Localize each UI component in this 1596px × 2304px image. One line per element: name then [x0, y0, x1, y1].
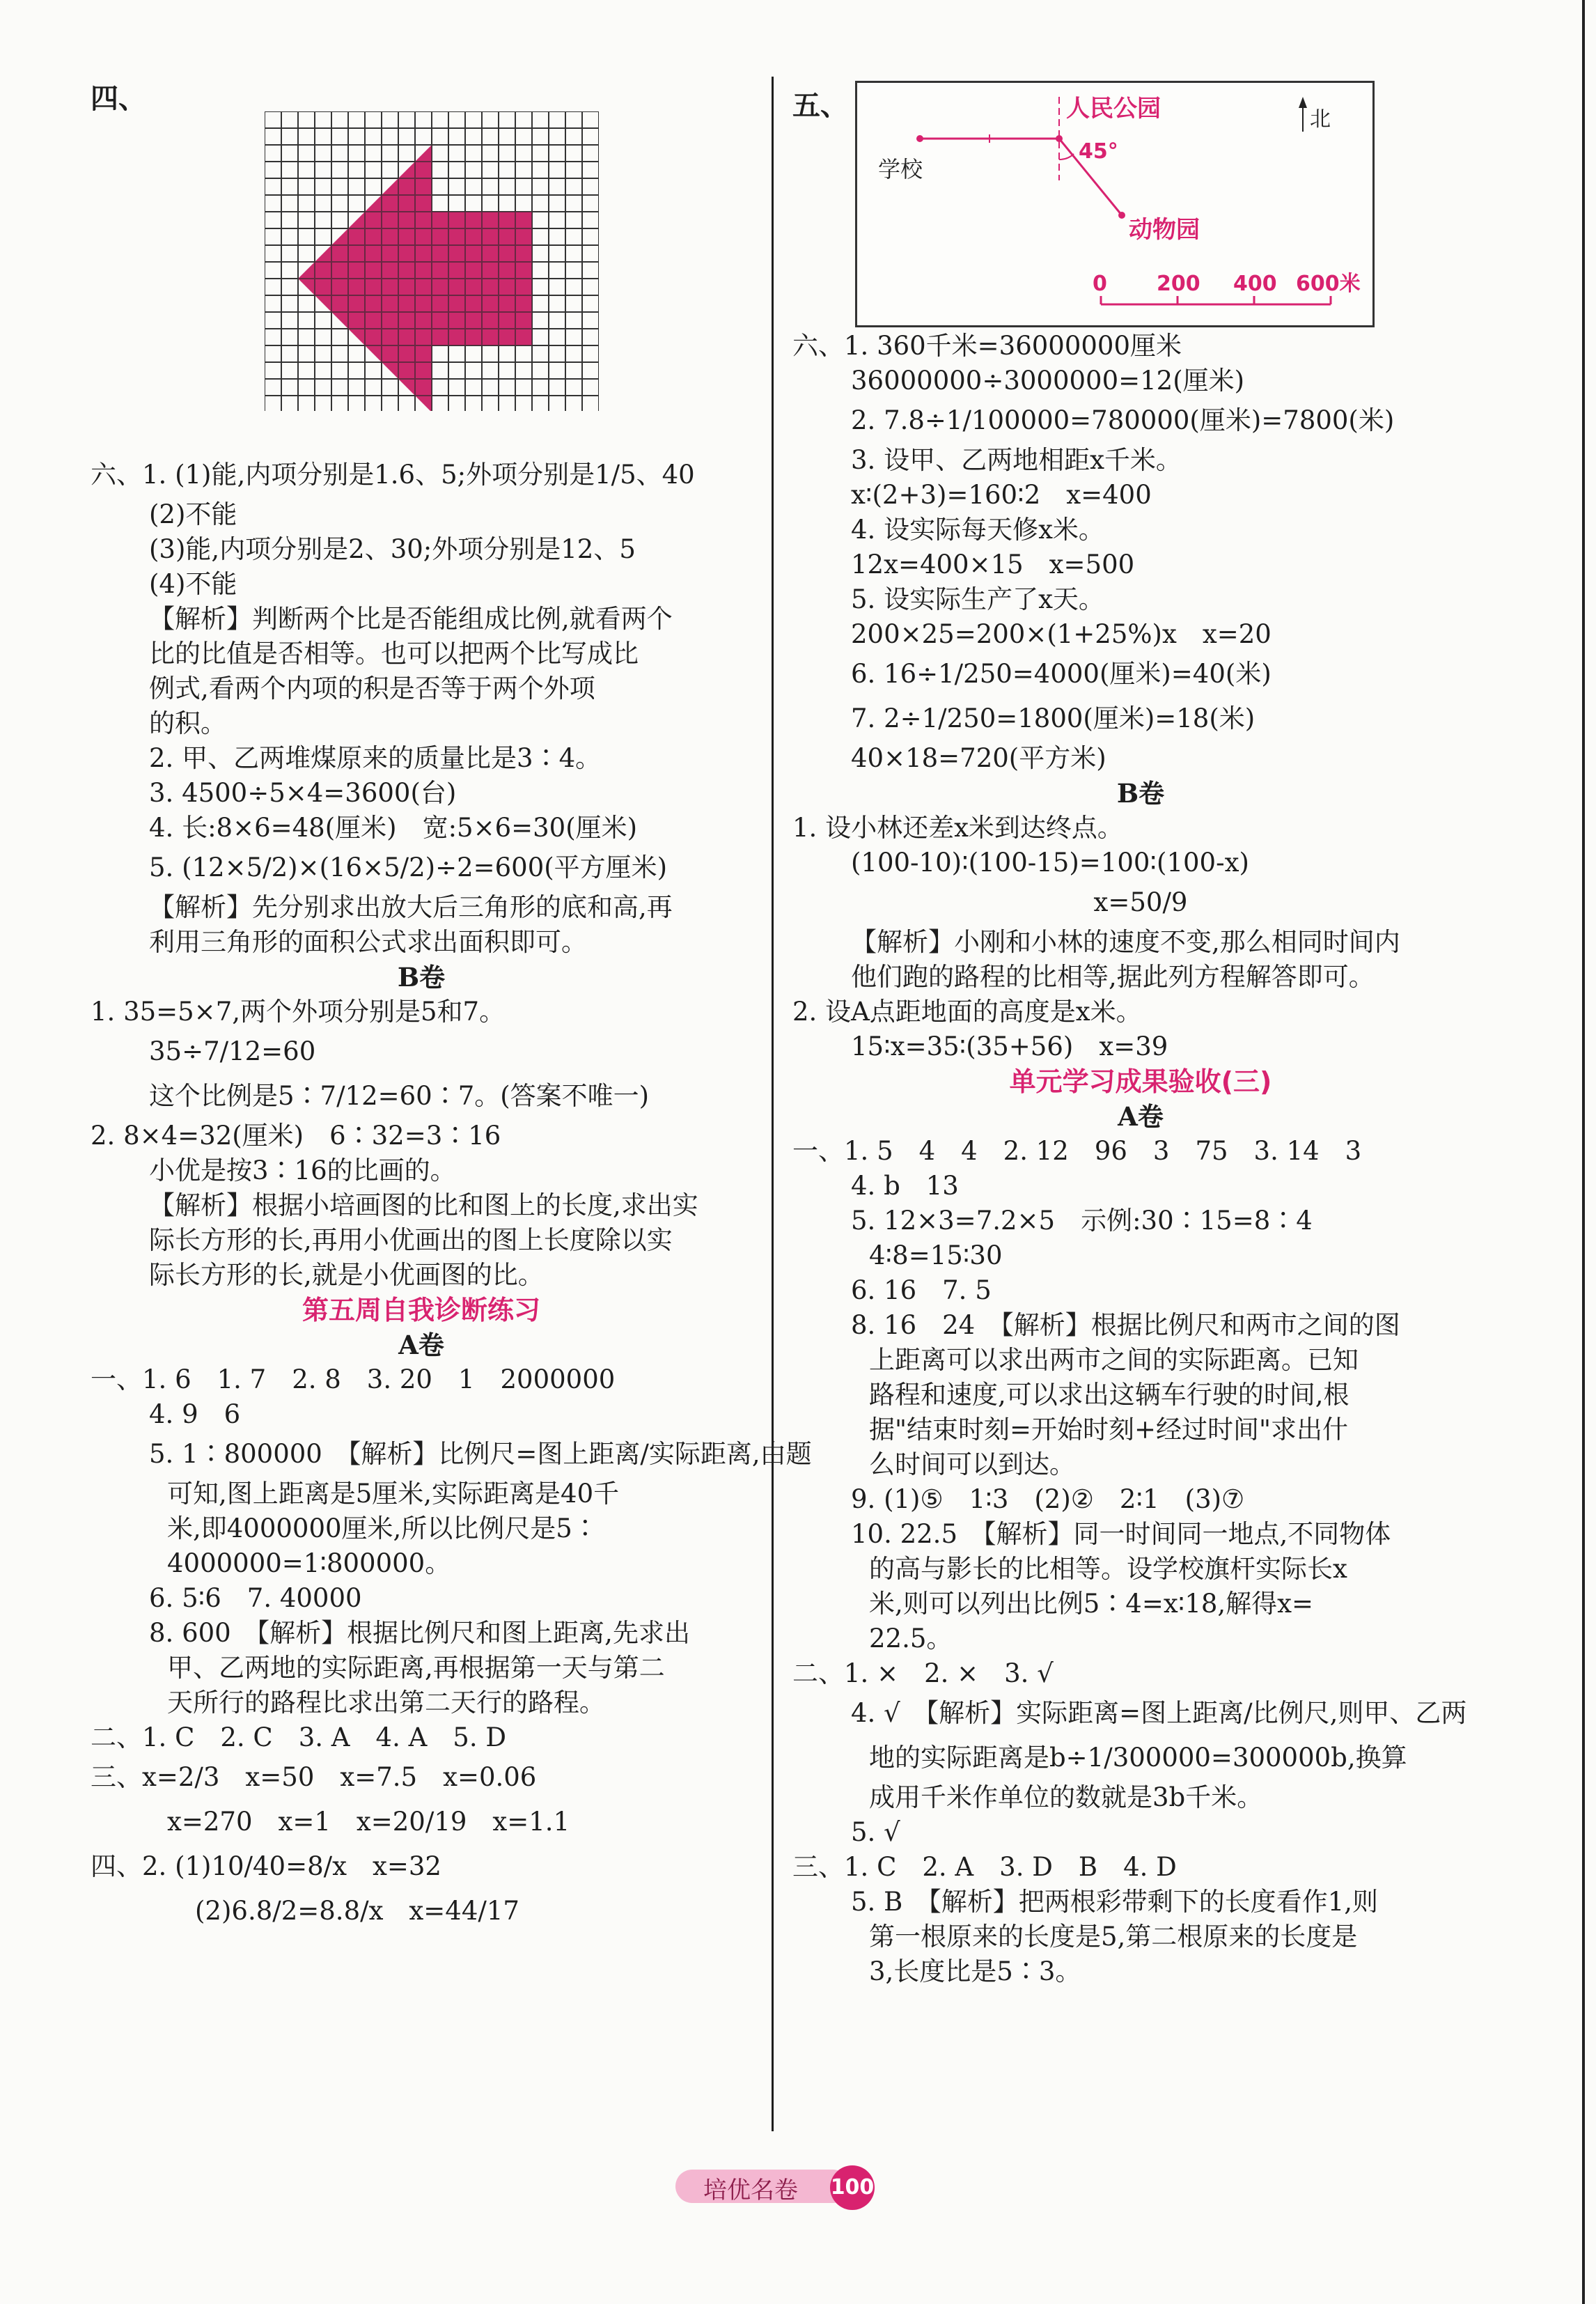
answer-line: 8. 16 24 【解析】根据比例尺和两市之间的图 [851, 1310, 1400, 1340]
answer-line: 1. 35=5×7,两个外项分别是5和7。 [91, 997, 506, 1027]
answer-line: 【解析】先分别求出放大后三角形的底和高,再 [149, 892, 673, 922]
answer-line: 3. 设甲、乙两地相距x千米。 [851, 445, 1182, 475]
answer-line: (3)能,内项分别是2、30;外项分别是12、5 [149, 534, 636, 564]
column-divider [772, 77, 774, 2131]
answer-line: 上距离可以求出两市之间的实际距离。已知 [869, 1345, 1359, 1375]
answer-line: 3. 4500÷5×4=3600(台) [149, 778, 457, 808]
answer-line: 米,则可以列出比例5∶4=x∶18,解得x= [869, 1589, 1314, 1619]
scale-tick-400: 400 [1233, 272, 1277, 296]
footer-label: 培优名卷 [703, 2177, 798, 2204]
answer-line: 6. 5∶6 7. 40000 [149, 1583, 362, 1613]
answer-line: 路程和速度,可以求出这辆车行驶的时间,根 [869, 1380, 1349, 1410]
answer-line: 据"结束时刻=开始时刻+经过时间"求出什 [869, 1415, 1349, 1445]
answer-line: 际长方形的长,就是小优画图的比。 [149, 1260, 544, 1290]
answer-line: (2)不能 [149, 499, 237, 529]
answer-line: 2. 设A点距地面的高度是x米。 [792, 997, 1142, 1027]
answer-line: 22.5。 [869, 1624, 953, 1653]
answer-line: 二、1. C 2. C 3. A 4. A 5. D [91, 1722, 507, 1752]
answer-line: (4)不能 [149, 569, 237, 599]
page-edge [1582, 0, 1585, 2304]
answer-line: 米,即4000000厘米,所以比例尺是5∶ [167, 1513, 598, 1543]
map-north-label: 北 [1310, 107, 1331, 132]
answer-line: 地的实际距离是b÷1/300000=300000b,换算 [869, 1743, 1407, 1773]
answer-line: x∶(2+3)=160∶2 x=400 [851, 480, 1152, 510]
answer-line: 40×18=720(平方米) [851, 743, 1106, 773]
section-5-label: 五、 [792, 90, 848, 122]
answer-line: 一、1. 6 1. 7 2. 8 3. 20 1 2000000 [91, 1364, 616, 1394]
answer-line: 成用千米作单位的数就是3b千米。 [869, 1782, 1263, 1812]
scale-tick-0: 0 [1093, 272, 1107, 296]
answer-line: 4∶8=15∶30 [869, 1240, 1003, 1270]
answer-line: 他们跑的路程的比相等,据此列方程解答即可。 [851, 962, 1375, 992]
answer-line: 2. 甲、乙两堆煤原来的质量比是3∶4。 [149, 743, 602, 773]
answer-line: 3,长度比是5∶3。 [869, 1956, 1081, 1986]
answer-line: 8. 600 【解析】根据比例尺和图上距离,先求出 [149, 1618, 690, 1648]
answer-line: 6. 16÷1/250=4000(厘米)=40(米) [851, 659, 1272, 689]
answer-line: (100-10)∶(100-15)=100∶(100-x) [851, 848, 1249, 878]
right-answer-lines [792, 329, 1489, 1989]
answer-line: 10. 22.5 【解析】同一时间同一地点,不同物体 [851, 1519, 1391, 1549]
answer-line: 5. (12×5/2)×(16×5/2)÷2=600(平方厘米) [149, 853, 668, 882]
scale-tick-600: 600米 [1296, 272, 1361, 296]
answer-line: 12x=400×15 x=500 [851, 550, 1135, 579]
answer-line: 【解析】判断两个比是否能组成比例,就看两个 [149, 604, 673, 634]
answer-line: (2)6.8/2=8.8/x x=44/17 [195, 1896, 519, 1926]
answer-line: 天所行的路程比求出第二天行的路程。 [167, 1688, 605, 1718]
answer-line: 的积。 [149, 708, 226, 738]
answer-line: 一、1. 5 4 4 2. 12 96 3 75 3. 14 3 [792, 1136, 1362, 1166]
answer-line: 4. √ 【解析】实际距离=图上距离/比例尺,则甲、乙两 [851, 1698, 1467, 1728]
answer-line: 2. 8×4=32(厘米) 6∶32=3∶16 [91, 1121, 501, 1151]
answer-line: B卷 [1116, 778, 1165, 809]
answer-line: 的高与影长的比相等。设学校旗杆实际长x [869, 1554, 1347, 1584]
answer-line: 2. 7.8÷1/100000=780000(厘米)=7800(米) [851, 405, 1395, 435]
answer-line: 四、2. (1)10/40=8/x x=32 [91, 1851, 441, 1881]
answer-line: B卷 [397, 962, 446, 993]
answer-line: 三、1. C 2. A 3. D B 4. D [792, 1852, 1177, 1882]
page-number: 100 [830, 2165, 875, 2210]
answer-line: A卷 [1118, 1101, 1164, 1132]
map-scale-bar [1093, 272, 1361, 304]
map-park-label: 人民公园 [1066, 95, 1161, 123]
answer-line: 【解析】根据小培画图的比和图上的长度,求出实 [149, 1190, 698, 1220]
map-figure [855, 81, 1375, 327]
answer-line: 9. (1)⑤ 1∶3 (2)② 2∶1 (3)⑦ [851, 1484, 1245, 1514]
answer-line: 例式,看两个内项的积是否等于两个外项 [149, 674, 595, 703]
scale-tick-200: 200 [1157, 272, 1200, 296]
answer-line: 6. 16 7. 5 [851, 1275, 992, 1305]
answer-line: 5. 12×3=7.2×5 示例:30∶15=8∶4 [851, 1206, 1313, 1236]
footer [675, 2163, 905, 2209]
answer-line: x=50/9 [1093, 887, 1188, 917]
answer-line: 7. 2÷1/250=1800(厘米)=18(米) [851, 703, 1255, 733]
answer-line: 二、1. × 2. × 3. √ [792, 1658, 1054, 1688]
map-zoo-label: 动物园 [1129, 216, 1200, 244]
grid-figure [265, 111, 599, 414]
answer-line: 六、1. 360千米=36000000厘米 [792, 331, 1182, 361]
answer-line: 第一根原来的长度是5,第二根原来的长度是 [869, 1922, 1358, 1952]
answer-line: 4. 9 6 [149, 1399, 241, 1429]
answer-line: 六、1. (1)能,内项分别是1.6、5;外项分别是1/5、40 [91, 460, 695, 490]
answer-line: 际长方形的长,再用小优画出的图上长度除以实 [149, 1225, 673, 1255]
section-4-label: 四、 [91, 83, 146, 115]
answer-line: 比的比值是否相等。也可以把两个比写成比 [149, 639, 639, 669]
answer-line: A卷 [398, 1330, 444, 1360]
answer-line: 4000000=1∶800000。 [167, 1548, 451, 1578]
answer-line: 可知,图上距离是5厘米,实际距离是40千 [167, 1479, 620, 1509]
answer-line: 利用三角形的面积公式求出面积即可。 [149, 927, 587, 957]
map-school-label: 学校 [878, 156, 923, 182]
answer-line: 【解析】小刚和小林的速度不变,那么相同时间内 [851, 927, 1400, 957]
answer-line: 36000000÷3000000=12(厘米) [851, 366, 1245, 396]
answer-line: 5. √ [851, 1817, 900, 1847]
answer-line: 5. 设实际生产了x天。 [851, 584, 1104, 614]
answer-line: 甲、乙两地的实际距离,再根据第一天与第二 [167, 1653, 665, 1683]
answer-line: 三、x=2/3 x=50 x=7.5 x=0.06 [91, 1762, 537, 1792]
answer-line: 15∶x=35∶(35+56) x=39 [851, 1032, 1168, 1061]
answer-line: 1. 设小林还差x米到达终点。 [792, 813, 1123, 843]
answer-line: 200×25=200×(1+25%)x x=20 [851, 619, 1272, 649]
answer-line: 小优是按3∶16的比画的。 [149, 1155, 456, 1185]
answer-line: 第五周自我诊断练习 [302, 1295, 540, 1325]
left-answer-lines [91, 453, 812, 1933]
answer-line: x=270 x=1 x=20/19 x=1.1 [167, 1807, 570, 1837]
map-angle-label: 45° [1079, 139, 1118, 164]
answer-line: 4. b 13 [851, 1171, 959, 1201]
north-arrow-icon [1299, 97, 1307, 108]
answer-line: 这个比例是5∶7/12=60∶7。(答案不唯一) [149, 1081, 650, 1111]
answer-line: 4. 设实际每天修x米。 [851, 515, 1104, 545]
answer-line: 4. 长:8×6=48(厘米) 宽:5×6=30(厘米) [149, 813, 638, 843]
answer-line: 5. B 【解析】把两根彩带剩下的长度看作1,则 [851, 1887, 1379, 1917]
answer-line: 35÷7/12=60 [149, 1036, 316, 1066]
arrow-grid-svg [265, 111, 599, 411]
map-svg [857, 83, 1372, 325]
answer-line: 单元学习成果验收(三) [1009, 1066, 1272, 1097]
answer-line: 5. 1∶800000 【解析】比例尺=图上距离/实际距离,由题 [149, 1439, 812, 1469]
answer-line: 么时间可以到达。 [869, 1449, 1075, 1479]
